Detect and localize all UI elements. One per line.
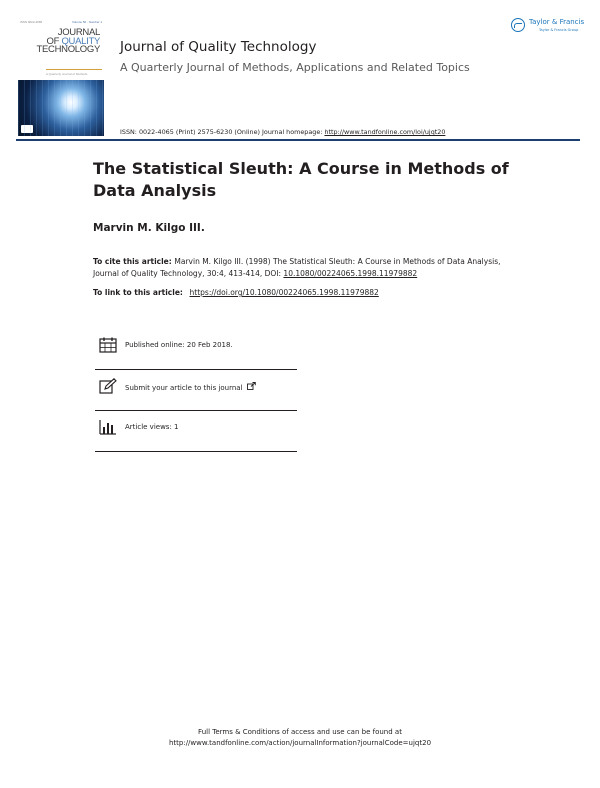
submit-article-link[interactable]	[125, 382, 256, 392]
journal-title: Journal of Quality Technology	[120, 39, 317, 55]
link-to-article	[93, 288, 379, 297]
terms-footer	[0, 727, 600, 749]
header-divider	[16, 139, 580, 141]
cover-rule	[46, 69, 102, 70]
cover-title-of: OF	[46, 35, 62, 47]
submit-row[interactable]	[95, 370, 297, 411]
external-link-icon	[247, 382, 256, 390]
article-author: Marvin M. Kilgo III.	[93, 222, 205, 234]
journal-subtitle: A Quarterly Journal of Methods, Applications and Related Topics	[120, 61, 470, 74]
publisher-name: Taylor & Francis	[529, 18, 585, 26]
cover-title-line1: JOURNAL	[57, 27, 100, 38]
cover-header	[18, 18, 104, 80]
link-label: To link to this article:	[93, 288, 186, 297]
citation-doi-link[interactable]: 10.1080/00224065.1998.11979882	[283, 269, 418, 278]
cover-title-quality: QUALITY	[61, 35, 100, 47]
issn-text: ISSN: 0022-4065 (Print) 2575-6230 (Online) Journal homepage:	[120, 128, 325, 136]
citation-block	[93, 256, 513, 280]
views-row	[95, 411, 297, 452]
publisher-logo	[511, 16, 583, 38]
bar-chart-icon	[99, 419, 117, 435]
article-title: The Statistical Sleuth: A Course in Methods of Data Analysis	[93, 159, 509, 200]
issn-line	[120, 128, 445, 136]
terms-line: Full Terms & Conditions of access and use can be found at	[198, 728, 402, 736]
cover-subtitle: A Quarterly Journal of Methods	[46, 72, 88, 76]
citation-label: To cite this article:	[93, 257, 175, 266]
cover-volume: Volume 50 · Number 1	[71, 20, 102, 24]
submit-article-label: Submit your article to this journal	[125, 384, 243, 392]
article-doi-link[interactable]: https://doi.org/10.1080/00224065.1998.11979882	[189, 288, 379, 297]
published-date: Published online: 20 Feb 2018.	[125, 341, 233, 349]
cover-image	[18, 80, 104, 136]
journal-cover	[18, 18, 104, 136]
article-views: Article views: 1	[125, 423, 179, 431]
publisher-logo-icon	[511, 18, 525, 32]
calendar-icon	[99, 337, 117, 353]
journal-homepage-link[interactable]: http://www.tandfonline.com/loi/ujqt20	[324, 128, 446, 136]
publisher-tagline: Taylor & Francis Group	[539, 28, 579, 32]
edit-icon	[99, 378, 117, 394]
cover-society-logo	[21, 125, 33, 133]
cover-title-line3: TECHNOLOGY	[36, 44, 100, 55]
cover-title	[36, 29, 100, 55]
published-row	[95, 329, 297, 370]
citation-text: Marvin M. Kilgo III. (1998) The Statistical Sleuth: A Course in Methods of Data Analysis, Journal of Quality Technology, 30:4, 413-414, DOI:	[93, 257, 501, 278]
terms-url[interactable]: http://www.tandfonline.com/action/journalInformation?journalCode=ujqt20	[168, 739, 432, 747]
cover-issn: ISSN 0022-4065	[20, 20, 43, 24]
